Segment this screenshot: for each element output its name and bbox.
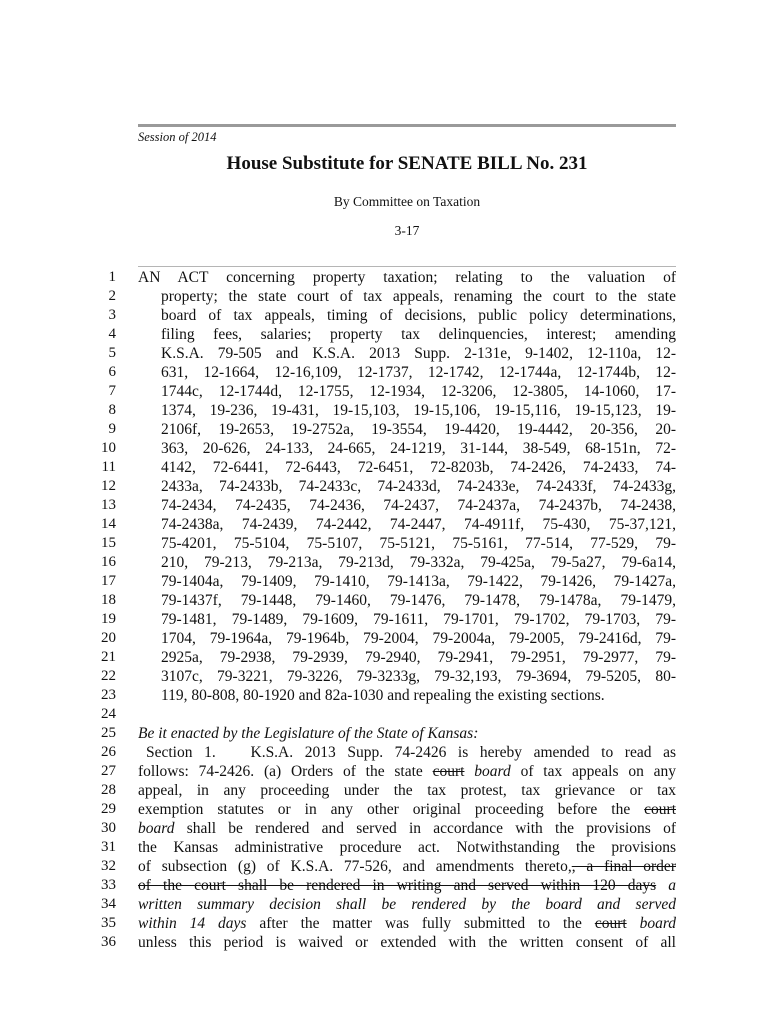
- blank-line: [138, 705, 676, 724]
- line-number: 31: [101, 839, 116, 855]
- text-line: 2106f, 19-2653, 19-2752a, 19-3554, 19-4420, 19-4442, 20-356, 20-: [161, 421, 676, 438]
- line-number: 5: [108, 345, 116, 361]
- struck-text: , a final order: [571, 858, 676, 875]
- line-number: 13: [101, 497, 116, 513]
- struck-text: court: [432, 763, 465, 780]
- text-span: follows: 74-2426. (a) Orders of the state: [138, 763, 423, 780]
- text-line: 1744c, 12-1744d, 12-1755, 12-1934, 12-3206, 12-3805, 14-1060, 17-: [161, 383, 676, 400]
- inserted-text: board: [474, 763, 511, 780]
- line-numbers: [92, 268, 116, 952]
- body-rule: [138, 266, 676, 267]
- line-number: 23: [101, 687, 116, 703]
- text-line: [138, 800, 676, 819]
- line-number: 28: [101, 782, 116, 798]
- line-number: 21: [101, 649, 116, 665]
- line-number: 8: [108, 402, 116, 418]
- struck-text: of the court shall be rendered in writing and served within 120 days: [138, 877, 657, 894]
- text-line: 79-1404a, 79-1409, 79-1410, 79-1413a, 79-1422, 79-1426, 79-1427a,: [161, 573, 676, 590]
- inserted-text: within 14 days: [138, 915, 247, 932]
- line-number: 16: [101, 554, 116, 570]
- line-number: 27: [101, 763, 116, 779]
- line-number: 34: [101, 896, 116, 912]
- struck-text: court: [594, 915, 627, 932]
- text-line: 363, 20-626, 24-133, 24-665, 24-1219, 31-144, 38-549, 68-151n, 72-: [161, 440, 676, 457]
- line-number: 35: [101, 915, 116, 931]
- session-label: Session of 2014: [138, 130, 217, 144]
- bill-title: House Substitute for SENATE BILL No. 231: [226, 153, 588, 174]
- line-number: 12: [101, 478, 116, 494]
- line-number: 3: [108, 307, 116, 323]
- text-line: written summary decision shall be rendered by the board and served: [138, 896, 676, 913]
- line-number: 4: [108, 326, 116, 342]
- text-line: unless this period is waived or extended with the written consent of all: [138, 934, 676, 951]
- line-number: 24: [101, 706, 116, 722]
- line-number: 2: [108, 288, 116, 304]
- text-line: Section 1. K.S.A. 2013 Supp. 74-2426 is hereby amended to read as: [146, 744, 676, 761]
- text-line: 74-2434, 74-2435, 74-2436, 74-2437, 74-2437a, 74-2437b, 74-2438,: [161, 497, 676, 514]
- text-line: 74-2438a, 74-2439, 74-2442, 74-2447, 74-4911f, 75-430, 75-37,121,: [161, 516, 676, 533]
- inserted-text: board: [639, 915, 676, 932]
- text-line: 210, 79-213, 79-213a, 79-213d, 79-332a, 79-425a, 79-5a27, 79-6a14,: [161, 554, 676, 571]
- line-number: 15: [101, 535, 116, 551]
- line-number: 26: [101, 744, 116, 760]
- text-span: shall be rendered and served in accordance with the provisions of: [186, 820, 676, 837]
- text-line: 119, 80-808, 80-1920 and 82a-1030 and repealing the existing sections.: [161, 687, 605, 704]
- bill-date: 3-17: [394, 223, 420, 238]
- committee-label: By Committee on Taxation: [333, 194, 481, 209]
- line-number: 30: [101, 820, 116, 836]
- text-line: [138, 914, 676, 933]
- text-line: property; the state court of tax appeals, renaming the court to the state: [161, 288, 676, 305]
- line-number: 18: [101, 592, 116, 608]
- text-line: appeal, in any proceeding under the tax protest, tax grievance or tax: [138, 782, 676, 799]
- text-line: [138, 819, 676, 838]
- line-number: 36: [101, 934, 116, 950]
- line-number: 11: [101, 459, 116, 475]
- text-line: [138, 857, 676, 876]
- line-number: 19: [101, 611, 116, 627]
- text-line: 2925a, 79-2938, 79-2939, 79-2940, 79-2941, 79-2951, 79-2977, 79-: [161, 649, 676, 666]
- text-line: board of tax appeals, timing of decisions, public policy determinations,: [161, 307, 676, 324]
- text-line: 2433a, 74-2433b, 74-2433c, 74-2433d, 74-2433e, 74-2433f, 74-2433g,: [161, 478, 676, 495]
- line-number: 25: [101, 725, 116, 741]
- text-line: 631, 12-1664, 12-16,109, 12-1737, 12-1742, 12-1744a, 12-1744b, 12-: [161, 364, 676, 381]
- line-number: 32: [101, 858, 116, 874]
- line-number: 22: [101, 668, 116, 684]
- line-number: 33: [101, 877, 116, 893]
- inserted-text: board: [138, 820, 175, 837]
- text-line: 4142, 72-6441, 72-6443, 72-6451, 72-8203b, 74-2426, 74-2433, 74-: [161, 459, 676, 476]
- line-number: 20: [101, 630, 116, 646]
- text-line: the Kansas administrative procedure act. Notwithstanding the provisions: [138, 839, 676, 856]
- line-number: 17: [101, 573, 116, 589]
- text-line: [138, 876, 676, 895]
- header-rule: [138, 124, 676, 127]
- line-number: 9: [108, 421, 116, 437]
- text-line: 79-1481, 79-1489, 79-1609, 79-1611, 79-1701, 79-1702, 79-1703, 79-: [161, 611, 676, 628]
- text-line: 75-4201, 75-5104, 75-5107, 75-5121, 75-5161, 77-514, 77-529, 79-: [161, 535, 676, 552]
- text-span: of tax appeals on any: [520, 763, 676, 780]
- text-span: of subsection (g) of K.S.A. 77-526, and amendments thereto,: [138, 858, 572, 875]
- text-line: K.S.A. 79-505 and K.S.A. 2013 Supp. 2-131e, 9-1402, 12-110a, 12-: [161, 345, 676, 362]
- text-line: 1374, 19-236, 19-431, 19-15,103, 19-15,106, 19-15,116, 19-15,123, 19-: [161, 402, 676, 419]
- text-line: 3107c, 79-3221, 79-3226, 79-3233g, 79-32,193, 79-3694, 79-5205, 80-: [161, 668, 676, 685]
- enacting-clause: Be it enacted by the Legislature of the State of Kansas:: [138, 725, 479, 742]
- text-line: [138, 762, 676, 781]
- line-number: 14: [101, 516, 116, 532]
- line-number: 1: [108, 269, 116, 285]
- text-line: 1704, 79-1964a, 79-1964b, 79-2004, 79-2004a, 79-2005, 79-2416d, 79-: [161, 630, 676, 647]
- text-line: 79-1437f, 79-1448, 79-1460, 79-1476, 79-1478, 79-1478a, 79-1479,: [161, 592, 676, 609]
- line-number: 6: [108, 364, 116, 380]
- text-span: exemption statutes or in any other original proceeding before the: [138, 801, 631, 818]
- line-number: 7: [108, 383, 116, 399]
- bill-body: [138, 268, 676, 952]
- struck-text: court: [644, 801, 676, 818]
- text-span: after the matter was fully submitted to the: [259, 915, 582, 932]
- inserted-text: a: [668, 877, 676, 894]
- line-number: 10: [101, 440, 116, 456]
- text-line: filing fees, salaries; property tax delinquencies, interest; amending: [161, 326, 676, 343]
- line-number: 29: [101, 801, 116, 817]
- text-line: AN ACT concerning property taxation; relating to the valuation of: [138, 269, 676, 286]
